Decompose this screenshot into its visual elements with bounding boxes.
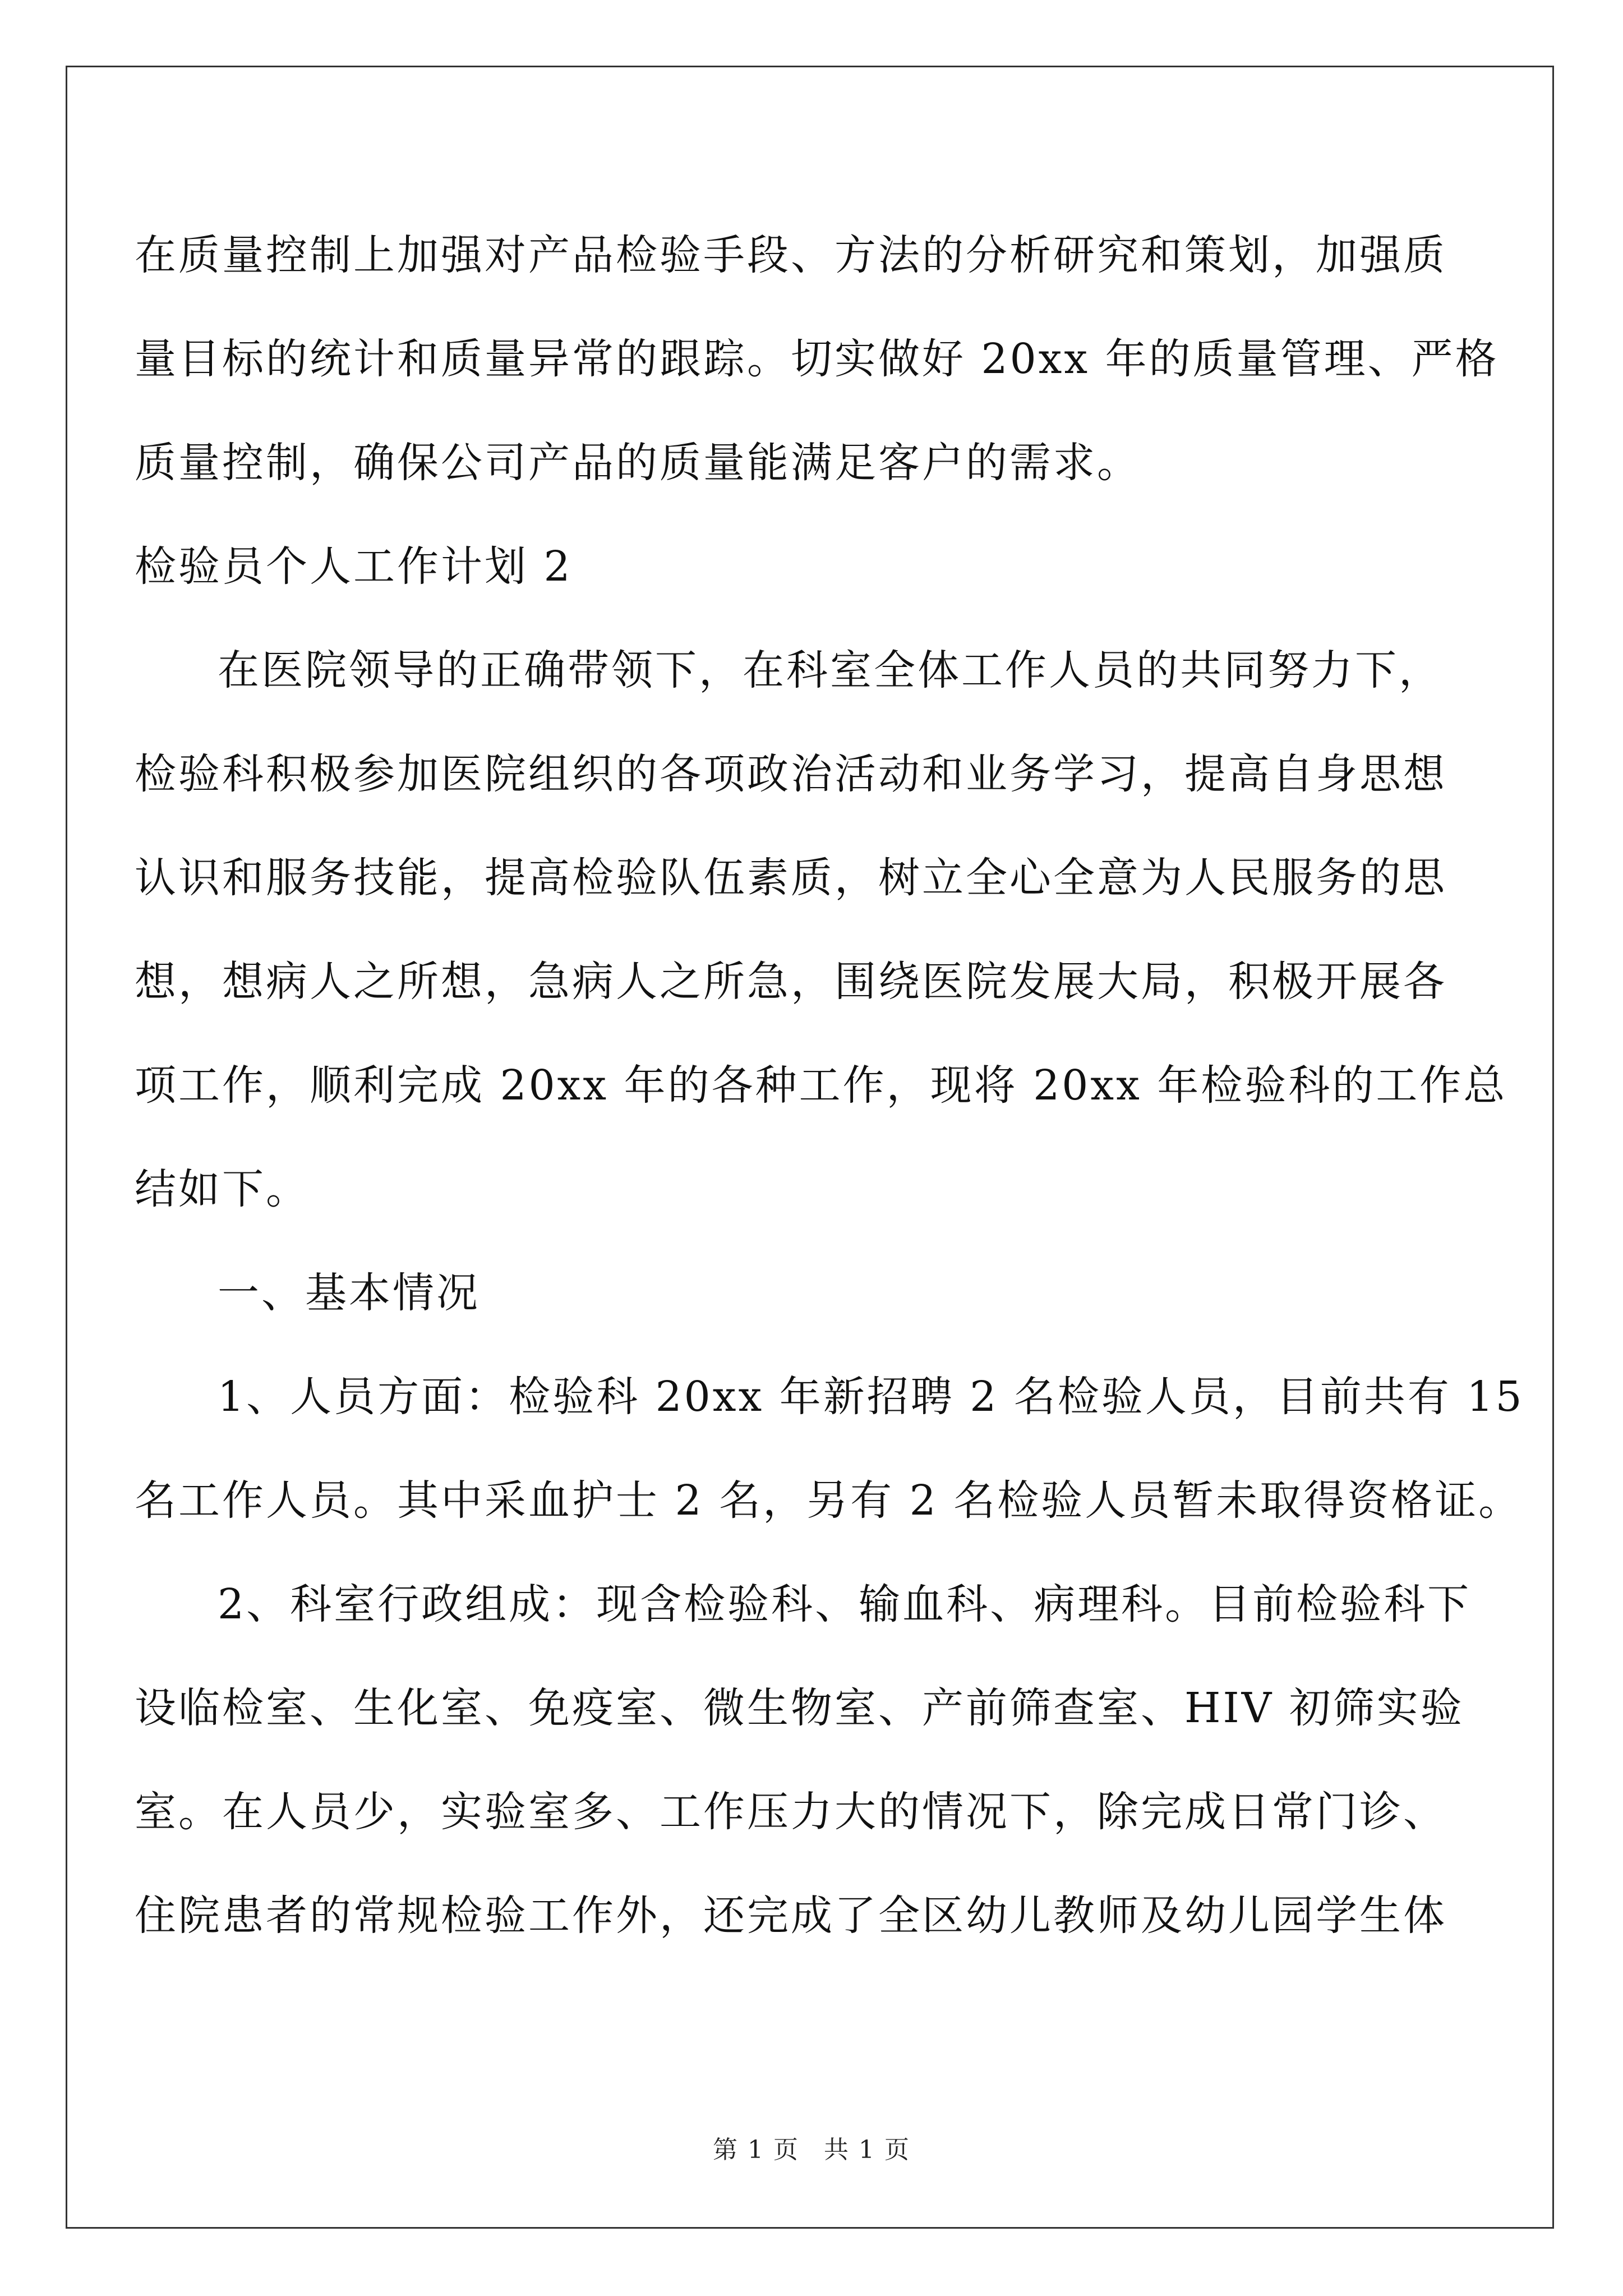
body-line: 设临检室、生化室、免疫室、微生物室、产前筛查室、HIV 初筛实验 — [135, 1684, 1464, 1732]
body-line: 结如下。 — [135, 1165, 310, 1213]
body-line: 项工作，顺利完成 20xx 年的各种工作，现将 20xx 年检验科的工作总 — [135, 1061, 1507, 1110]
body-line: 在医院领导的正确带领下，在科室全体工作人员的共同努力下， — [218, 646, 1442, 694]
body-line: 检验科积极参加医院组织的各项政治活动和业务学习，提高自身思想 — [135, 750, 1447, 798]
page-total: 共 1 页 — [824, 2136, 910, 2164]
body-line: 住院患者的常规检验工作外，还完成了全区幼儿教师及幼儿园学生体 — [135, 1892, 1447, 1940]
page-footer — [0, 2134, 1623, 2166]
body-line: 在质量控制上加强对产品检验手段、方法的分析研究和策划，加强质 — [135, 231, 1447, 279]
body-line: 量目标的统计和质量异常的跟踪。切实做好 20xx 年的质量管理、严格 — [135, 335, 1499, 383]
section-heading: 检验员个人工作计划 2 — [135, 542, 573, 591]
body-line: 想，想病人之所想，急病人之所急，围绕医院发展大局，积极开展各 — [135, 958, 1447, 1006]
body-line: 2、科室行政组成：现含检验科、输血科、病理科。目前检验科下 — [218, 1580, 1472, 1628]
body-line: 室。在人员少，实验室多、工作压力大的情况下，除完成日常门诊、 — [135, 1788, 1447, 1836]
page-number: 第 1 页 — [713, 2136, 799, 2164]
subheading: 一、基本情况 — [218, 1269, 480, 1317]
body-line: 质量控制，确保公司产品的质量能满足客户的需求。 — [135, 439, 1141, 487]
body-line: 1、人员方面：检验科 20xx 年新招聘 2 名检验人员，目前共有 15 — [218, 1373, 1524, 1421]
body-line: 认识和服务技能，提高检验队伍素质，树立全心全意为人民服务的思 — [135, 854, 1447, 902]
body-line: 名工作人员。其中采血护士 2 名，另有 2 名检验人员暂未取得资格证。 — [135, 1476, 1523, 1525]
